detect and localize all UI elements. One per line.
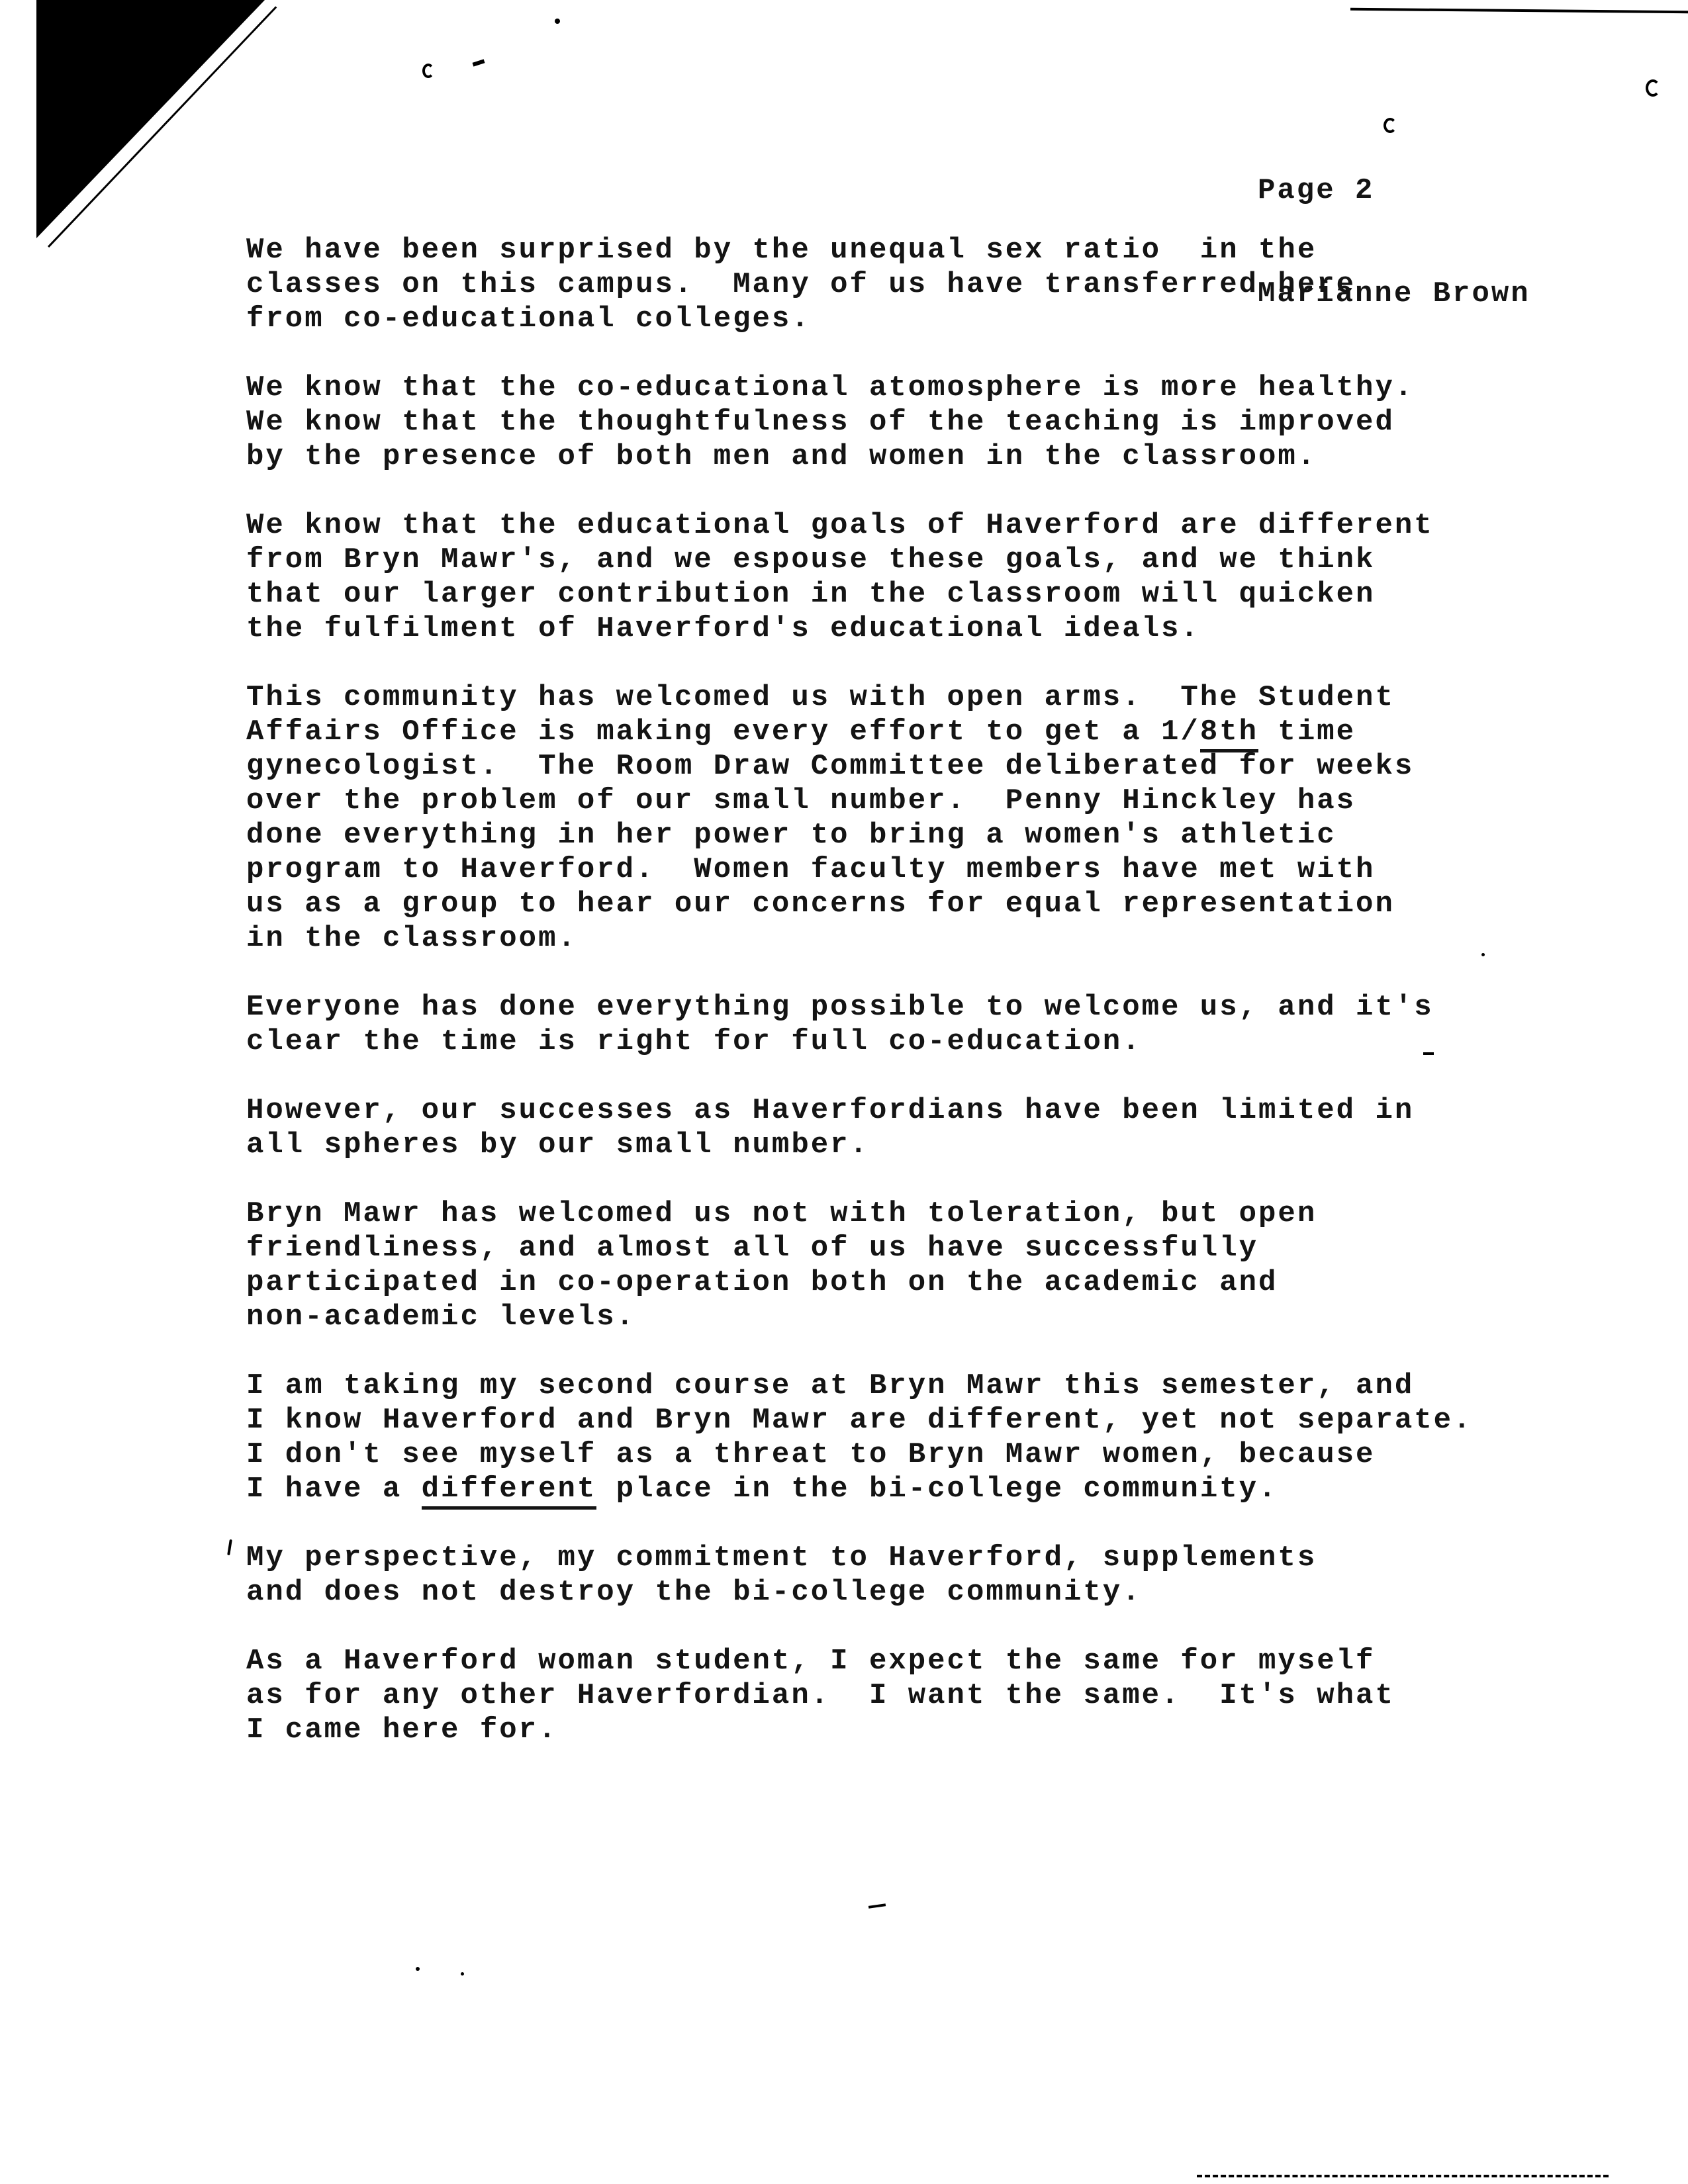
scan-noise — [1646, 79, 1660, 97]
paragraph — [246, 1541, 1570, 1610]
text-line: We know that the thoughtfulness of the teaching is improved — [246, 406, 1395, 439]
text-line: over the problem of our small number. Penny Hinckley has — [246, 784, 1356, 817]
text-line: done everything in her power to bring a women's athletic — [246, 819, 1336, 852]
text-line: I came here for. — [246, 1713, 558, 1747]
scan-noise — [227, 1539, 232, 1555]
text-line: Affairs Office is making every effort to get a 1/8th time — [246, 715, 1570, 749]
scan-noise — [473, 59, 485, 66]
text-line: I have a different place in the bi-college community. — [246, 1472, 1570, 1506]
page-number: Page 2 — [1258, 174, 1375, 207]
paragraph — [246, 233, 1570, 336]
scan-noise — [461, 1972, 464, 1976]
text-line: clear the time is right for full co-education. — [246, 1025, 1142, 1058]
text-line: program to Haverford. Women faculty members have met with — [246, 853, 1376, 886]
paragraph — [246, 680, 1570, 956]
text-line: from Bryn Mawr's, and we espouse these goals, and we think — [246, 543, 1376, 576]
text-line: We know that the co-educational atomosphere is more healthy. — [246, 371, 1415, 404]
text-line: However, our successes as Haverfordians have been limited in — [246, 1094, 1415, 1127]
text-line: that our larger contribution in the classroom will quicken — [246, 578, 1376, 611]
text-line: gynecologist. The Room Draw Committee deliberated for weeks — [246, 750, 1415, 783]
text-line: I am taking my second course at Bryn Mawr this semester, and — [246, 1369, 1415, 1402]
bottom-scan-dashed-line — [1197, 2175, 1609, 2177]
text-line: all spheres by our small number. — [246, 1128, 869, 1161]
text-line: Everyone has done everything possible to welcome us, and it's — [246, 991, 1434, 1024]
scan-noise — [140, 110, 144, 113]
text-line: non-academic levels. — [246, 1300, 636, 1334]
scan-noise — [422, 64, 434, 78]
text-line: This community has welcomed us with open arms. The Student — [246, 681, 1395, 714]
paragraph — [246, 1369, 1570, 1506]
text-line: and does not destroy the bi-college community. — [246, 1576, 1142, 1609]
top-right-scan-line — [1350, 8, 1688, 13]
paragraph — [246, 508, 1570, 646]
text-line: classes on this campus. Many of us have transferred here — [246, 268, 1356, 301]
text-line: We know that the educational goals of Haverford are different — [246, 509, 1434, 542]
scan-noise — [134, 94, 138, 98]
paragraph — [246, 1093, 1570, 1162]
paragraph — [246, 1644, 1570, 1747]
text-line: As a Haverford woman student, I expect the same for myself — [246, 1645, 1376, 1678]
paragraph — [246, 1197, 1570, 1334]
paragraph — [246, 990, 1570, 1059]
text-line: the fulfilment of Haverford's educational ideals. — [246, 612, 1200, 645]
text-line: us as a group to hear our concerns for equal representation — [246, 887, 1395, 921]
author-name: Marianne Brown — [1258, 277, 1530, 310]
text-line: participated in co-operation both on the academic and — [246, 1266, 1278, 1299]
text-line: I don't see myself as a threat to Bryn Mawr women, because — [246, 1438, 1376, 1471]
text-line: We have been surprised by the unequal sex ratio in the — [246, 234, 1317, 267]
scan-noise — [555, 19, 560, 24]
letter-body — [246, 233, 1570, 1782]
text-line: I know Haverford and Bryn Mawr are different, yet not separate. — [246, 1404, 1473, 1437]
scan-noise — [868, 1903, 886, 1909]
text-line: friendliness, and almost all of us have successfully — [246, 1232, 1259, 1265]
text-line: My perspective, my commitment to Haverford, supplements — [246, 1541, 1317, 1574]
text-line: as for any other Haverfordian. I want the same. It's what — [246, 1679, 1395, 1712]
text-line: Bryn Mawr has welcomed us not with toleration, but open — [246, 1197, 1317, 1230]
paragraph — [246, 371, 1570, 474]
text-line: from co-educational colleges. — [246, 302, 811, 336]
scan-noise — [416, 1967, 420, 1971]
page-corner-fold-artifact — [36, 0, 265, 238]
text-line: by the presence of both men and women in the classroom. — [246, 440, 1317, 473]
text-line: in the classroom. — [246, 922, 577, 955]
